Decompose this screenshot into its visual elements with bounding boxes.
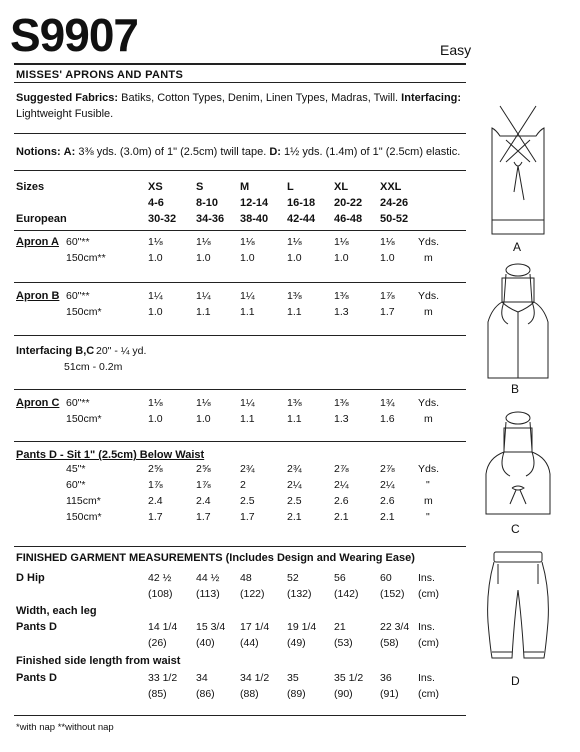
measure-ins: 56 xyxy=(334,572,346,584)
measure-cm: (142) xyxy=(334,588,359,600)
yardage-unit: m xyxy=(424,413,433,425)
yardage-value: 1⅜ xyxy=(334,290,349,302)
measure-cm-unit: (cm) xyxy=(418,588,439,600)
measure-ins: 34 xyxy=(196,672,208,684)
measure-cm: (44) xyxy=(240,637,259,649)
figure-label-c: C xyxy=(511,522,520,536)
euro-size: 50-52 xyxy=(380,213,409,225)
yardage-unit: m xyxy=(424,495,433,507)
yardage-value: 2.4 xyxy=(148,495,163,507)
measure-cm: (113) xyxy=(196,588,220,600)
measure-cm: (90) xyxy=(334,688,353,700)
fabric-width: 60"** xyxy=(66,397,90,409)
pants-d-icon xyxy=(478,550,558,670)
yardage-value: 1¼ xyxy=(240,290,255,302)
fabrics-text: Batiks, Cotton Types, Denim, Linen Types, Madras, Twill. xyxy=(121,92,399,104)
yardage-value: 2.1 xyxy=(334,511,349,523)
yardage-value: 1.6 xyxy=(380,413,395,425)
yardage-view-name: Apron C xyxy=(16,397,60,409)
fabric-width: 150cm* xyxy=(66,511,102,523)
yardage-value: 1.0 xyxy=(334,252,349,264)
yardage-value: 1.0 xyxy=(240,252,255,264)
yardage-unit: m xyxy=(424,252,433,264)
measure-ins: 35 xyxy=(287,672,299,684)
yardage-unit: Yds. xyxy=(418,397,440,409)
fabric-width: 115cm* xyxy=(66,495,101,507)
size-range: 8-10 xyxy=(196,197,219,209)
measure-cm: (86) xyxy=(196,688,215,700)
pattern-number: S9907 xyxy=(10,9,139,61)
measure-cm: (122) xyxy=(240,588,265,600)
measure-ins: 52 xyxy=(287,572,299,584)
measure-ins: 17 1/4 xyxy=(240,621,270,633)
notions-d-label: D: xyxy=(269,146,281,158)
euro-size: 46-48 xyxy=(334,213,363,225)
yardage-value: 2.6 xyxy=(334,495,349,507)
yardage-value: 2.5 xyxy=(287,495,302,507)
length-heading: Finished side length from waist xyxy=(16,655,181,667)
yardage-value: 1.0 xyxy=(148,306,163,318)
fabric-width: 60"* xyxy=(66,479,86,491)
section-rule xyxy=(14,441,466,442)
yardage-value: 2 xyxy=(240,479,246,491)
yardage-value: 2¼ xyxy=(334,479,349,491)
yardage-view-name: Pants D - Sit 1" (2.5cm) Below Waist xyxy=(16,449,205,461)
yardage-value: 1⅞ xyxy=(380,290,395,302)
euro-size: 30-32 xyxy=(148,213,177,225)
measure-cm-unit: (cm) xyxy=(418,688,439,700)
yardage-unit: m xyxy=(424,306,433,318)
interfacing-label: Interfacing: xyxy=(401,92,462,104)
size-label: XXL xyxy=(380,181,402,193)
measure-cm-unit: (cm) xyxy=(418,637,439,649)
section-rule xyxy=(14,282,466,283)
yardage-value: 1.7 xyxy=(240,511,255,523)
fabric-width: 150cm** xyxy=(66,252,106,264)
measure-cm: (53) xyxy=(334,637,353,649)
fabric-width: 150cm* xyxy=(66,413,102,425)
yardage-value: 2¼ xyxy=(287,479,302,491)
yardage-value: 1⅛ xyxy=(196,397,211,409)
fabric-width: 60"** xyxy=(66,290,90,302)
euro-size: 42-44 xyxy=(287,213,316,225)
yardage-view-name: Apron B xyxy=(16,290,60,302)
yardage-value: 1⅛ xyxy=(287,236,302,248)
footnote-rule xyxy=(14,715,466,716)
yardage-value: 1¼ xyxy=(240,397,255,409)
yardage-unit: Yds. xyxy=(418,463,440,475)
yardage-value: 2⅞ xyxy=(380,463,395,475)
yardage-value: 1⅞ xyxy=(196,479,211,491)
interfacing-text: Lightweight Fusible. xyxy=(16,108,114,120)
fabrics-line xyxy=(16,92,461,104)
measure-cm: (108) xyxy=(148,588,173,600)
fabrics-label: Suggested Fabrics: xyxy=(16,92,119,104)
yardage-unit: " xyxy=(426,511,430,523)
yardage-value: 1.1 xyxy=(287,413,302,425)
notions-rule xyxy=(14,170,466,171)
apron-a-icon xyxy=(478,100,558,240)
notions-a-text: 3⅜ yds. (3.0m) of 1" (2.5cm) twill tape. xyxy=(78,146,267,158)
figure-label-b: B xyxy=(511,382,520,396)
yardage-value: 2.1 xyxy=(287,511,302,523)
yardage-value: 1⅜ xyxy=(287,290,302,302)
fabric-width: 20" - ¼ yd. xyxy=(96,345,147,357)
yardage-value: 1¾ xyxy=(380,397,395,409)
yardage-value: 1⅞ xyxy=(148,479,163,491)
yardage-value: 1.3 xyxy=(334,413,349,425)
yardage-value: 1.0 xyxy=(148,413,163,425)
measure-ins: 19 1/4 xyxy=(287,621,317,633)
yardage-value: 1.0 xyxy=(380,252,395,264)
measure-cm: (152) xyxy=(380,588,405,600)
measure-ins: 48 xyxy=(240,572,252,584)
measure-ins: 33 1/2 xyxy=(148,672,178,684)
yardage-value: 1⅛ xyxy=(196,236,211,248)
yardage-value: 2⅞ xyxy=(334,463,349,475)
yardage-view-name: Apron A xyxy=(16,236,59,248)
size-label: XL xyxy=(334,181,349,193)
measure-ins: 42 ½ xyxy=(148,572,172,584)
yardage-unit: Yds. xyxy=(418,290,440,302)
yardage-value: 1⅜ xyxy=(334,397,349,409)
figure-label-d: D xyxy=(511,674,520,688)
measure-cm: (132) xyxy=(287,588,312,600)
yardage-value: 1.0 xyxy=(196,252,211,264)
width-heading: Width, each leg xyxy=(16,605,97,617)
size-range: 16-18 xyxy=(287,197,316,209)
measure-ins: 21 xyxy=(334,621,346,633)
hip-label: D Hip xyxy=(16,572,45,584)
measure-ins-unit: Ins. xyxy=(418,621,435,633)
yardage-unit: Yds. xyxy=(418,236,440,248)
yardage-value: 2⅝ xyxy=(196,463,211,475)
yardage-value: 2.1 xyxy=(380,511,395,523)
finished-heading: FINISHED GARMENT MEASUREMENTS xyxy=(16,552,223,564)
size-range: 20-22 xyxy=(334,197,363,209)
measure-cm: (85) xyxy=(148,688,167,700)
apron-b-icon xyxy=(478,262,558,382)
fabrics-rule xyxy=(14,133,466,134)
footnote: *with nap **without nap xyxy=(16,722,114,733)
measure-cm: (58) xyxy=(380,637,399,649)
measure-ins: 15 3/4 xyxy=(196,621,226,633)
sizes-label: Sizes xyxy=(16,181,45,193)
measure-ins: 35 1/2 xyxy=(334,672,364,684)
header-rule xyxy=(14,63,466,65)
yardage-value: 1.1 xyxy=(240,306,255,318)
measure-cm: (91) xyxy=(380,688,399,700)
section-rule xyxy=(14,389,466,390)
european-label: European xyxy=(16,213,67,225)
yardage-value: 2.5 xyxy=(240,495,255,507)
yardage-value: 1.7 xyxy=(148,511,163,523)
yardage-unit: " xyxy=(426,479,430,491)
measure-cm: (89) xyxy=(287,688,306,700)
yardage-value: 1⅛ xyxy=(240,236,255,248)
measure-ins: 60 xyxy=(380,572,392,584)
yardage-value: 1.7 xyxy=(380,306,395,318)
size-range: 24-26 xyxy=(380,197,409,209)
notions-label: Notions: xyxy=(16,146,61,158)
yardage-value: 2¼ xyxy=(380,479,395,491)
title-rule xyxy=(14,82,466,83)
finished-heading-line xyxy=(16,552,415,564)
measure-ins-unit: Ins. xyxy=(418,672,435,684)
fabric-width: 45"* xyxy=(66,463,86,475)
size-label: S xyxy=(196,181,204,193)
euro-size: 34-36 xyxy=(196,213,225,225)
size-label: L xyxy=(287,181,294,193)
notions-d-text: 1½ yds. (1.4m) of 1" (2.5cm) elastic. xyxy=(284,146,461,158)
measure-ins: 22 3/4 xyxy=(380,621,410,633)
fabric-width: 150cm* xyxy=(66,306,102,318)
yardage-value: 1.0 xyxy=(196,413,211,425)
yardage-value: 1.7 xyxy=(196,511,211,523)
measure-cm: (88) xyxy=(240,688,259,700)
measure-ins-unit: Ins. xyxy=(418,572,435,584)
yardage-value: 1⅜ xyxy=(287,397,302,409)
fabric-width: 51cm - 0.2m xyxy=(64,361,123,373)
finished-rule-top xyxy=(14,546,466,547)
yardage-value: 2.6 xyxy=(380,495,395,507)
measure-ins: 36 xyxy=(380,672,392,684)
yardage-value: 1⅛ xyxy=(148,236,163,248)
page-title: MISSES' APRONS AND PANTS xyxy=(16,69,184,81)
measure-cm: (49) xyxy=(287,637,306,649)
measure-ins: 14 1/4 xyxy=(148,621,178,633)
apron-c-icon xyxy=(478,410,558,522)
fabric-width: 60"** xyxy=(66,236,90,248)
measure-ins: 44 ½ xyxy=(196,572,220,584)
yardage-value: 2.4 xyxy=(196,495,211,507)
yardage-value: 1.0 xyxy=(287,252,302,264)
width-pants-label: Pants D xyxy=(16,621,57,633)
measure-cm: (40) xyxy=(196,637,215,649)
notions-line xyxy=(16,146,460,158)
notions-a-label: A: xyxy=(63,146,76,158)
yardage-value: 1.3 xyxy=(334,306,349,318)
size-range: 12-14 xyxy=(240,197,269,209)
figure-label-a: A xyxy=(513,240,522,254)
yardage-value: 1¼ xyxy=(148,290,163,302)
euro-size: 38-40 xyxy=(240,213,269,225)
measure-ins: 34 1/2 xyxy=(240,672,270,684)
yardage-value: 1¼ xyxy=(196,290,211,302)
yardage-value: 1⅛ xyxy=(334,236,349,248)
size-label: M xyxy=(240,181,250,193)
yardage-value: 1⅛ xyxy=(380,236,395,248)
yardage-value: 1.1 xyxy=(196,306,211,318)
yardage-value: 1.1 xyxy=(240,413,255,425)
finished-heading-note: (Includes Design and Wearing Ease) xyxy=(225,552,415,564)
yardage-view-name: Interfacing B,C xyxy=(16,345,95,357)
size-label: XS xyxy=(148,181,163,193)
yardage-value: 2⅝ xyxy=(148,463,163,475)
section-rule xyxy=(14,335,466,336)
sizes-rule xyxy=(14,230,466,231)
yardage-value: 2¾ xyxy=(287,463,302,475)
measure-cm: (26) xyxy=(148,637,167,649)
yardage-value: 2¾ xyxy=(240,463,255,475)
yardage-value: 1.0 xyxy=(148,252,163,264)
yardage-value: 1.1 xyxy=(287,306,302,318)
length-pants-label: Pants D xyxy=(16,672,57,684)
size-range: 4-6 xyxy=(148,197,164,209)
yardage-value: 1⅛ xyxy=(148,397,163,409)
difficulty-level: Easy xyxy=(440,42,472,58)
